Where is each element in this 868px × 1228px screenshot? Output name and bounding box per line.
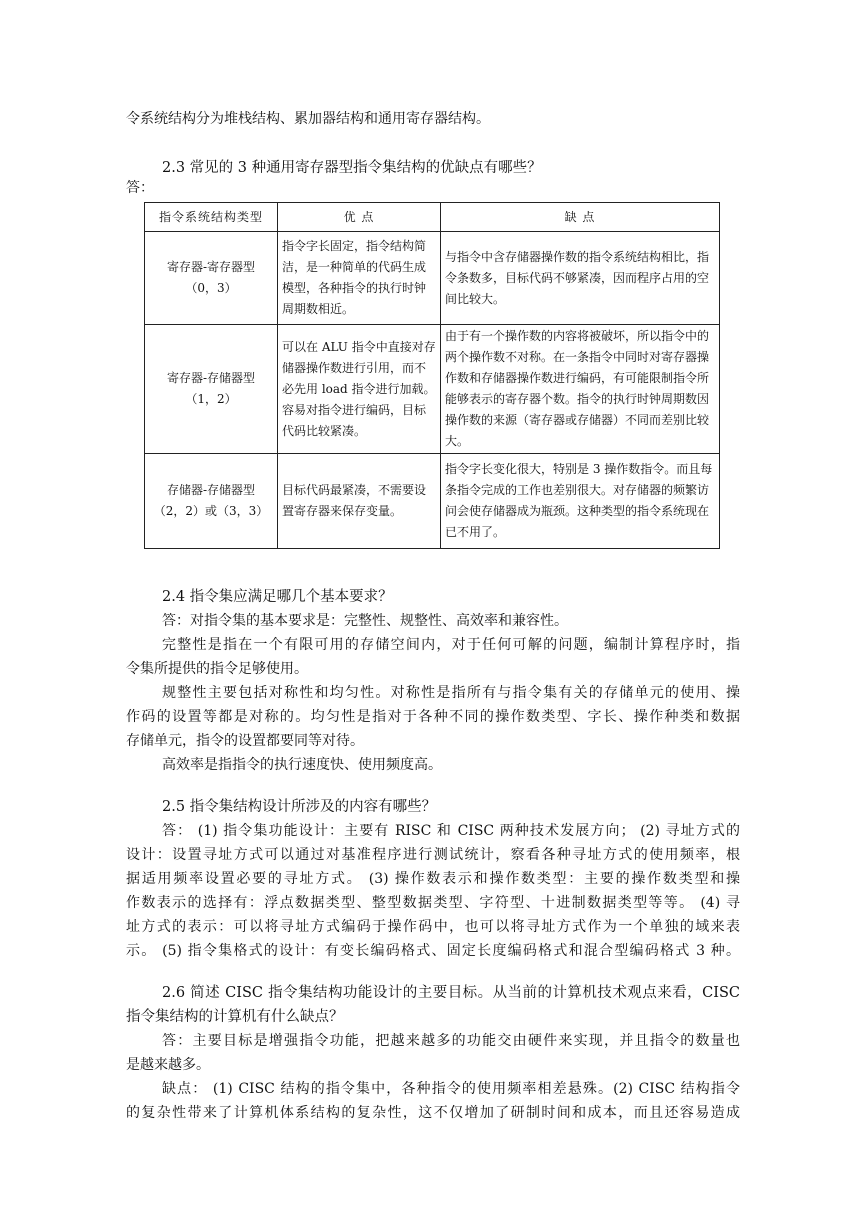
q24-paragraph: 存储单元，指令的设置都要同等对待。 (126, 733, 364, 749)
intro-line: 令系统结构分为堆栈结构、累加器结构和通用寄存器结构。 (126, 111, 490, 127)
q26-answer-line: 答：主要目标是增强指令功能，把越来越多的功能交由硬件来实现，并且指令的数量也 (162, 1033, 740, 1049)
q25-title: 2.5 指令集结构设计所涉及的内容有哪些？ (162, 799, 437, 815)
table-row (145, 454, 720, 549)
cons-cell: 由于有一个操作数的内容将被破坏，所以指令中的两个操作数不对称。在一条指令中同时对寄存器操作数和存储器操作数进行编码，有可能限制指令所能够表示的寄存器个数。指令的执行时钟周期数因操作数的来源（寄存器或存储器）不同而差别比较大。 (441, 325, 720, 454)
header-cons: 缺 点 (441, 203, 720, 232)
q24-paragraph: 作码的设置等都是对称的。均匀性是指对于各种不同的操作数类型、字长、操作种类和数据 (126, 709, 740, 725)
q25-answer-line: 据适用频率设置必要的寻址方式。 (3) 操作数表示和操作数类型：主要的操作数类型和操 (126, 871, 740, 887)
q23-title: 2.3 常见的 3 种通用寄存器型指令集结构的优缺点有哪些？ (162, 160, 542, 176)
q25-answer-line: 示。 (5) 指令集格式的设计：有变长编码格式、固定长度编码格式和混合型编码格式 3 种。 (126, 943, 740, 959)
q25-answer-line: 址方式的表示：可以将寻址方式编码于操作码中，也可以将寻址方式作为一个单独的域来表 (126, 919, 740, 935)
q24-paragraph: 高效率是指指令的执行速度快、使用频度高。 (162, 757, 442, 773)
q25-answer-line: 答： (1) 指令集功能设计：主要有 RISC 和 CISC 两种技术发展方向； (2) 寻址方式的 (162, 823, 740, 839)
table-row (145, 325, 720, 454)
pros-cell: 目标代码最紧凑，不需要设置寄存器来保存变量。 (278, 454, 441, 549)
cons-cell: 指令字长变化很大，特别是 3 操作数指令。而且每条指令完成的工作也差别很大。对存储器的频繁访问会使存储器成为瓶颈。这种类型的指令系统现在已不用了。 (441, 454, 720, 549)
type-name: 存储器-存储器型 (166, 483, 256, 497)
architecture-comparison-table (144, 202, 720, 549)
type-name: 寄存器-寄存器型 (166, 260, 256, 274)
q23-answer-label: 答： (126, 180, 154, 196)
q26-answer-line: 是越来越多。 (126, 1057, 210, 1073)
q26-answer-line: 的复杂性带来了计算机体系结构的复杂性，这不仅增加了研制时间和成本，而且还容易造成 (126, 1105, 740, 1121)
type-cell (145, 454, 278, 549)
type-cell (145, 325, 278, 454)
type-operands: （1，2） (185, 392, 237, 406)
type-cell (145, 232, 278, 325)
q25-answer-line: 设计：设置寻址方式可以通过对基准程序进行测试统计，察看各种寻址方式的使用频率，根 (126, 847, 740, 863)
type-operands: （2，2）或（3，3） (153, 504, 269, 518)
q24-paragraph: 规整性主要包括对称性和均匀性。对称性是指所有与指令集有关的存储单元的使用、操 (162, 685, 740, 701)
type-name: 寄存器-存储器型 (166, 371, 256, 385)
q26-title: 指令集结构的计算机有什么缺点？ (126, 1009, 344, 1025)
cons-cell: 与指令中含存储器操作数的指令系统结构相比，指令条数多，目标代码不够紧凑，因而程序占用的空间比较大。 (441, 232, 720, 325)
q24-paragraph: 完整性是指在一个有限可用的存储空间内，对于任何可解的问题，编制计算程序时，指 (162, 637, 740, 653)
pros-cell: 可以在 ALU 指令中直接对存储器操作数进行引用，而不必先用 load 指令进行加载。容易对指令进行编码，目标代码比较紧凑。 (278, 325, 441, 454)
q24-title: 2.4 指令集应满足哪几个基本要求？ (162, 589, 393, 605)
q26-title: 2.6 简述 CISC 指令集结构功能设计的主要目标。从当前的计算机技术观点来看，CISC (162, 985, 740, 1001)
type-operands: （0，3） (185, 281, 237, 295)
table-header-row (145, 203, 720, 232)
header-pros: 优 点 (278, 203, 441, 232)
q26-answer-line: 缺点： (1) CISC 结构的指令集中，各种指令的使用频率相差悬殊。(2) CISC 结构指令 (162, 1081, 740, 1097)
header-type: 指令系统结构类型 (145, 203, 278, 232)
pros-cell: 指令字长固定，指令结构简洁，是一种简单的代码生成模型，各种指令的执行时钟周期数相近。 (278, 232, 441, 325)
q24-answer: 答：对指令集的基本要求是：完整性、规整性、高效率和兼容性。 (162, 613, 568, 629)
table-row (145, 232, 720, 325)
q24-paragraph: 令集所提供的指令足够使用。 (126, 661, 308, 677)
q25-answer-line: 作数表示的选择有：浮点数据类型、整型数据类型、字符型、十进制数据类型等等。 (4) 寻 (126, 895, 740, 911)
